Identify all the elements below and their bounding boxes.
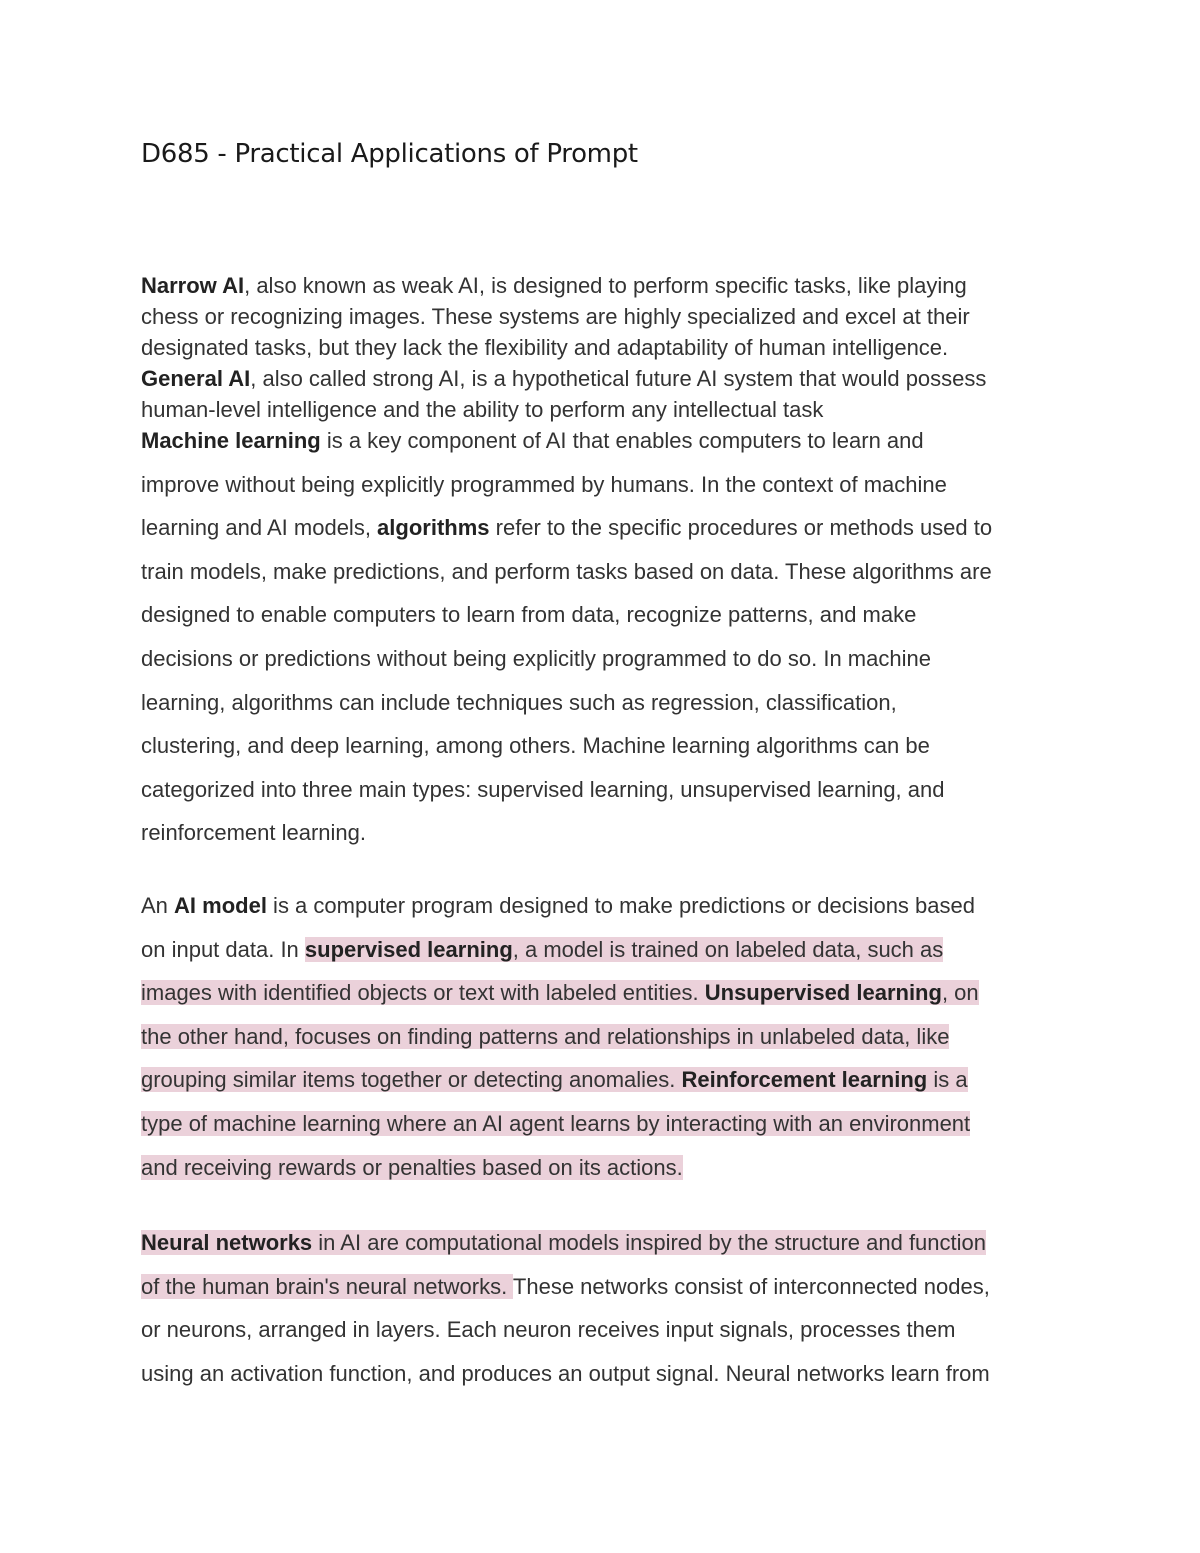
neural-networks-paragraph bbox=[141, 1221, 1056, 1395]
ai-model-paragraph bbox=[141, 884, 1056, 1189]
term-narrow-ai: Narrow AI bbox=[141, 273, 245, 298]
text-line: train models, make predictions, and perform tasks based on data. These algorithms are bbox=[141, 558, 992, 584]
highlight: of the human brain's neural networks. bbox=[141, 1273, 513, 1299]
term-reinforcement-learning: Reinforcement learning bbox=[681, 1067, 928, 1093]
term-machine-learning: Machine learning bbox=[141, 428, 321, 453]
term-neural-networks: Neural networks bbox=[141, 1230, 313, 1255]
ai-types-paragraph bbox=[141, 270, 1056, 425]
text-line: decisions or predictions without being explicitly programmed to do so. In machine bbox=[141, 645, 931, 671]
text-line: General AI, also called strong AI, is a hypothetical future AI system that would possess bbox=[141, 366, 987, 391]
machine-learning-paragraph bbox=[141, 419, 1056, 855]
text-line: designated tasks, but they lack the flexibility and adaptability of human intelligence. bbox=[141, 335, 949, 360]
term-general-ai: General AI bbox=[141, 366, 251, 391]
text-line: using an activation function, and produces an output signal. Neural networks learn from bbox=[141, 1360, 990, 1386]
text-line: improve without being explicitly programmed by humans. In the context of machine bbox=[141, 471, 947, 497]
text-line: reinforcement learning. bbox=[141, 820, 367, 846]
text-line: designed to enable computers to learn from data, recognize patterns, and make bbox=[141, 602, 917, 628]
highlight: grouping similar items together or detecting anomalies. Reinforcement learning is a bbox=[141, 1067, 968, 1093]
text-line bbox=[141, 971, 1056, 1015]
highlight: type of machine learning where an AI agent learns by interacting with an environment bbox=[141, 1110, 971, 1136]
highlight: the other hand, focuses on finding patterns and relationships in unlabeled data, like bbox=[141, 1023, 950, 1049]
text-line bbox=[141, 1221, 1056, 1265]
highlight: images with identified objects or text with labeled entities. Unsupervised learning, on bbox=[141, 980, 979, 1006]
text-line: clustering, and deep learning, among others. Machine learning algorithms can be bbox=[141, 733, 930, 759]
term-ai-model: AI model bbox=[174, 893, 267, 918]
text-line: chess or recognizing images. These systems are highly specialized and excel at their bbox=[141, 304, 970, 329]
text-line: of the human brain's neural networks. These networks consist of interconnected nodes, bbox=[141, 1273, 990, 1299]
text-line: human-level intelligence and the ability to perform any intellectual task bbox=[141, 397, 824, 422]
text-line bbox=[141, 1102, 1056, 1146]
term-unsupervised-learning: Unsupervised learning bbox=[704, 980, 942, 1006]
highlight: Neural networks in AI are computational models inspired by the structure and function bbox=[141, 1230, 986, 1255]
highlight: supervised learning, a model is trained on labeled data, such as bbox=[304, 936, 944, 962]
highlight: and receiving rewards or penalties based on its actions. bbox=[141, 1154, 683, 1180]
text-line: on input data. In supervised learning, a model is trained on labeled data, such as bbox=[141, 936, 944, 962]
text-line bbox=[141, 1015, 1056, 1059]
text-line: categorized into three main types: supervised learning, unsupervised learning, and bbox=[141, 776, 945, 802]
document-title: D685 - Practical Applications of Prompt bbox=[141, 139, 638, 169]
text-line: An AI model is a computer program designed to make predictions or decisions based bbox=[141, 893, 975, 918]
text-line bbox=[141, 1146, 1056, 1190]
text-line: or neurons, arranged in layers. Each neuron receives input signals, processes them bbox=[141, 1317, 956, 1343]
text-line: Machine learning is a key component of AI that enables computers to learn and bbox=[141, 428, 924, 453]
term-algorithms: algorithms bbox=[377, 515, 490, 541]
text-line: Narrow AI, also known as weak AI, is designed to perform specific tasks, like playing bbox=[141, 273, 967, 298]
text-line: learning, algorithms can include techniques such as regression, classification, bbox=[141, 689, 897, 715]
term-supervised-learning: supervised learning bbox=[304, 936, 513, 962]
text-line bbox=[141, 1058, 1056, 1102]
text-line: learning and AI models, algorithms refer to the specific procedures or methods used to bbox=[141, 515, 993, 541]
